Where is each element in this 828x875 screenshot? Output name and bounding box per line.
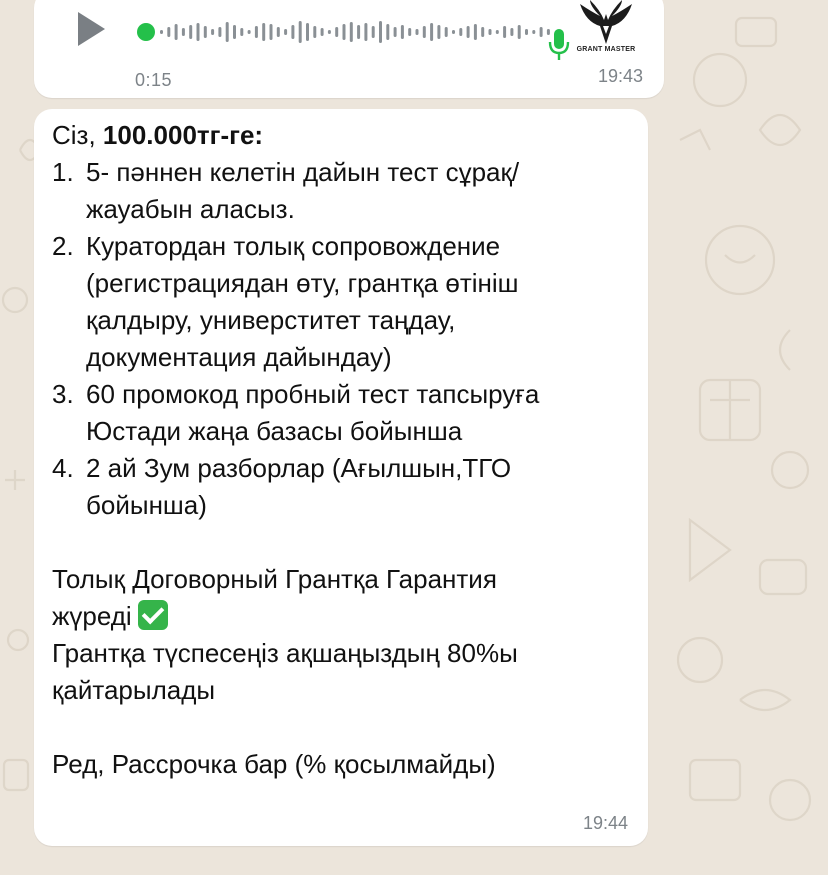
waveform-bar bbox=[160, 30, 163, 34]
list-item-line: документация дайындау) bbox=[86, 342, 392, 372]
waveform-bar bbox=[248, 30, 251, 34]
price-text: 100.000тг-ге: bbox=[102, 120, 264, 150]
waveform-bar bbox=[218, 27, 221, 37]
guarantee-line-continued bbox=[52, 598, 637, 635]
text-message-bubble[interactable] bbox=[34, 109, 648, 846]
waveform-bar bbox=[335, 27, 338, 37]
waveform-bar bbox=[445, 27, 448, 37]
waveform-bar bbox=[255, 26, 258, 38]
avatar-caption: GRANT MASTER bbox=[576, 46, 636, 53]
waveform-bar bbox=[328, 30, 331, 34]
waveform-bar bbox=[386, 24, 389, 40]
waveform-bar bbox=[270, 24, 273, 40]
microphone-icon bbox=[548, 28, 570, 62]
waveform-bar bbox=[284, 29, 287, 35]
spacer bbox=[52, 709, 637, 746]
waveform-bar bbox=[211, 29, 214, 35]
waveform-bar bbox=[452, 30, 455, 34]
waveform-bar bbox=[416, 29, 419, 35]
waveform-bar bbox=[291, 25, 294, 39]
waveform-bar bbox=[197, 23, 200, 41]
waveform-bar bbox=[489, 29, 492, 35]
greeting-text: Сіз, bbox=[52, 120, 103, 150]
waveform-bar bbox=[175, 24, 178, 40]
waveform-bar bbox=[518, 25, 521, 39]
greeting-line bbox=[52, 117, 637, 154]
list-item-number: 4. bbox=[52, 453, 74, 483]
waveform-bar bbox=[167, 27, 170, 37]
list-item-number: 1. bbox=[52, 157, 74, 187]
audio-waveform[interactable] bbox=[134, 8, 554, 44]
waveform-bar bbox=[343, 24, 346, 40]
waveform-bar bbox=[204, 26, 207, 38]
waveform-bar bbox=[182, 28, 185, 36]
list-item-line: 2 ай Зум разборлар (Ағылшын,ТГО bbox=[86, 453, 512, 483]
benefits-list bbox=[52, 154, 637, 524]
waveform-bar bbox=[394, 27, 397, 37]
waveform-bar bbox=[510, 28, 513, 36]
message-timestamp: 19:44 bbox=[582, 813, 628, 833]
voice-message-bubble bbox=[34, 0, 664, 98]
waveform-bar bbox=[474, 24, 477, 40]
play-icon[interactable] bbox=[78, 12, 105, 46]
waveform-bar bbox=[401, 25, 404, 39]
waveform-bar bbox=[525, 29, 528, 35]
playback-scrubber-knob bbox=[137, 23, 155, 41]
waveform-bar bbox=[277, 27, 280, 37]
list-item-line: 5- пәннен келетін дайын тест сұрақ/ bbox=[86, 157, 520, 187]
list-item-line: Куратордан толық сопровождение bbox=[86, 231, 501, 261]
waveform-bar bbox=[240, 28, 243, 36]
waveform-bar bbox=[459, 28, 462, 36]
waveform-bar bbox=[357, 25, 360, 39]
waveform-bar bbox=[379, 21, 382, 43]
refund-line-continued: қайтарылады bbox=[52, 675, 216, 705]
waveform-bar bbox=[496, 30, 499, 34]
waveform-bar bbox=[503, 26, 506, 38]
list-item-line: (регистрациядан өту, грантқа өтініш bbox=[86, 268, 519, 298]
voice-duration: 0:15 bbox=[135, 70, 173, 90]
waveform-bar bbox=[313, 26, 316, 38]
list-item-line: қалдыру, универститет таңдау, bbox=[86, 305, 456, 335]
waveform-bar bbox=[321, 28, 324, 36]
waveform-bar bbox=[372, 26, 375, 38]
list-item bbox=[52, 450, 637, 524]
waveform-bar bbox=[226, 22, 229, 42]
list-item bbox=[52, 228, 637, 376]
guarantee-text: жүреді bbox=[52, 601, 132, 631]
waveform-bar bbox=[364, 23, 367, 41]
waveform-bar bbox=[423, 26, 426, 38]
voice-message-timestamp: 19:43 bbox=[597, 66, 643, 86]
list-item bbox=[52, 376, 637, 450]
list-item bbox=[52, 154, 637, 228]
list-item-line: 60 промокод пробный тест тапсыруға bbox=[86, 379, 540, 409]
waveform-bar bbox=[430, 23, 433, 41]
message-body bbox=[52, 117, 637, 783]
waveform-bar bbox=[262, 23, 265, 41]
installment-line: Ред, Рассрочка бар (% қосылмайды) bbox=[52, 749, 496, 779]
check-mark-emoji-icon bbox=[138, 600, 168, 630]
refund-line: Грантқа түспесеңіз ақшаңыздың 80%ы bbox=[52, 638, 518, 668]
waveform-bar bbox=[540, 27, 543, 37]
waveform-bar bbox=[437, 25, 440, 39]
waveform-bar bbox=[306, 23, 309, 41]
waveform-bar bbox=[467, 26, 470, 38]
waveform-bar bbox=[481, 27, 484, 37]
waveform-bar bbox=[532, 30, 535, 34]
list-item-line: бойынша) bbox=[86, 490, 207, 520]
waveform-bar bbox=[408, 28, 411, 36]
waveform-bar bbox=[299, 21, 302, 43]
waveform-bar bbox=[350, 22, 353, 42]
list-item-number: 3. bbox=[52, 379, 74, 409]
waveform-bar bbox=[233, 25, 236, 39]
guarantee-line: Толық Договорный Грантқа Гарантия bbox=[52, 564, 497, 594]
waveform-bar bbox=[189, 25, 192, 39]
list-item-line: Юстади жаңа базасы бойынша bbox=[86, 416, 463, 446]
eagle-logo-icon bbox=[576, 0, 636, 48]
list-item-number: 2. bbox=[52, 231, 74, 261]
avatar[interactable] bbox=[570, 0, 642, 60]
list-item-line: жауабын аласыз. bbox=[86, 194, 295, 224]
spacer bbox=[52, 524, 637, 561]
